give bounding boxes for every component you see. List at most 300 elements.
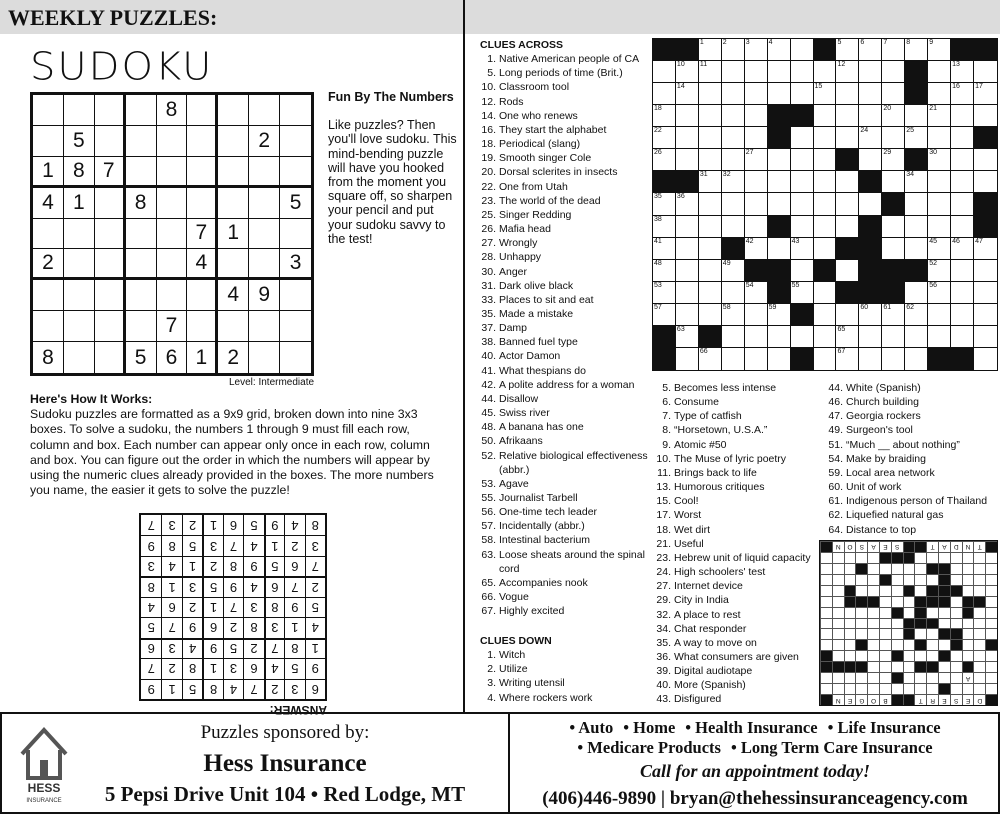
sudoku-cell[interactable] — [280, 219, 311, 250]
crossword-cell[interactable] — [653, 304, 676, 326]
crossword-cell[interactable] — [676, 61, 699, 83]
crossword-cell[interactable] — [676, 83, 699, 105]
crossword-cell[interactable] — [676, 348, 699, 370]
sudoku-cell[interactable] — [218, 95, 249, 126]
crossword-cell[interactable] — [653, 149, 676, 171]
crossword-cell[interactable] — [814, 61, 837, 83]
crossword-cell[interactable] — [722, 83, 745, 105]
sudoku-cell[interactable] — [95, 126, 126, 157]
mini-cell — [832, 639, 844, 650]
crossword-cell[interactable] — [768, 193, 791, 215]
sudoku-cell[interactable] — [64, 342, 95, 373]
clue-text: Damp — [499, 322, 528, 335]
crossword-cell[interactable] — [699, 238, 722, 260]
crossword-cell[interactable] — [791, 216, 814, 238]
crossword-cell[interactable] — [836, 348, 859, 370]
crossword-cell[interactable] — [928, 304, 951, 326]
crossword-cell[interactable] — [722, 348, 745, 370]
crossword-cell[interactable] — [791, 193, 814, 215]
crossword-cell[interactable] — [974, 282, 997, 304]
sudoku-cell[interactable]: 1 — [64, 188, 95, 219]
sudoku-cell[interactable] — [64, 249, 95, 280]
sudoku-cell[interactable] — [33, 311, 64, 342]
crossword-cell[interactable] — [928, 326, 951, 348]
crossword-cell[interactable] — [768, 39, 791, 61]
sudoku-cell[interactable]: 5 — [64, 126, 95, 157]
crossword-cell[interactable] — [974, 83, 997, 105]
sudoku-cell[interactable]: 8 — [64, 157, 95, 188]
crossword-cell[interactable] — [836, 260, 859, 282]
sudoku-cell[interactable] — [33, 126, 64, 157]
crossword-cell[interactable] — [836, 304, 859, 326]
crossword-cell[interactable] — [791, 326, 814, 348]
crossword-cell[interactable] — [699, 105, 722, 127]
crossword-cell[interactable] — [791, 282, 814, 304]
sudoku-cell[interactable]: 8 — [157, 95, 188, 126]
crossword-cell[interactable] — [768, 238, 791, 260]
mini-block — [903, 618, 915, 629]
sudoku-cell[interactable] — [95, 95, 126, 126]
sudoku-cell[interactable] — [280, 280, 311, 311]
crossword-cell[interactable] — [699, 83, 722, 105]
sudoku-cell[interactable] — [64, 95, 95, 126]
crossword-cell[interactable] — [699, 149, 722, 171]
crossword-cell[interactable] — [814, 216, 837, 238]
crossword-cell[interactable] — [699, 282, 722, 304]
sudoku-cell[interactable] — [187, 311, 218, 342]
crossword-cell[interactable] — [836, 105, 859, 127]
crossword-cell[interactable] — [859, 39, 882, 61]
mini-block — [950, 639, 962, 650]
crossword-cell[interactable] — [905, 238, 928, 260]
crossword-cell[interactable] — [745, 326, 768, 348]
crossword-cell[interactable] — [882, 348, 905, 370]
crossword-cell[interactable] — [745, 348, 768, 370]
crossword-cell[interactable] — [974, 304, 997, 326]
sudoku-grid[interactable] — [30, 92, 314, 376]
clue-number-label: 27 — [745, 149, 754, 157]
answer-cell: 9 — [202, 638, 222, 658]
crossword-cell[interactable] — [745, 282, 768, 304]
crossword-cell[interactable] — [653, 282, 676, 304]
crossword-cell[interactable] — [722, 61, 745, 83]
answer-cell: 1 — [182, 556, 202, 576]
sudoku-cell[interactable] — [126, 126, 157, 157]
crossword-cell[interactable] — [951, 326, 974, 348]
clue-number: 58. — [481, 534, 496, 547]
crossword-cell[interactable] — [951, 171, 974, 193]
crossword-cell[interactable] — [699, 61, 722, 83]
sudoku-cell[interactable] — [249, 311, 280, 342]
sudoku-cell[interactable] — [249, 157, 280, 188]
crossword-cell[interactable] — [951, 149, 974, 171]
crossword-cell[interactable] — [814, 348, 837, 370]
crossword-cell[interactable] — [653, 260, 676, 282]
crossword-cell[interactable] — [814, 127, 837, 149]
contact-info[interactable]: (406)446-9890 | bryan@thehessinsuranceagency.com — [542, 788, 968, 809]
crossword-grid[interactable] — [652, 38, 998, 371]
crossword-cell[interactable] — [745, 304, 768, 326]
crossword-cell[interactable] — [974, 171, 997, 193]
crossword-cell[interactable] — [722, 304, 745, 326]
mini-cell — [879, 650, 891, 661]
crossword-cell[interactable] — [882, 326, 905, 348]
crossword-cell[interactable] — [974, 326, 997, 348]
sudoku-cell[interactable] — [95, 188, 126, 219]
crossword-cell[interactable] — [836, 39, 859, 61]
sudoku-cell[interactable]: 7 — [95, 157, 126, 188]
crossword-cell[interactable] — [676, 149, 699, 171]
sudoku-cell[interactable] — [33, 95, 64, 126]
crossword-cell[interactable] — [653, 193, 676, 215]
crossword-cell[interactable] — [905, 282, 928, 304]
crossword-cell[interactable] — [859, 105, 882, 127]
sudoku-cell[interactable]: 2 — [249, 126, 280, 157]
crossword-cell[interactable] — [722, 105, 745, 127]
crossword-cell[interactable] — [859, 193, 882, 215]
crossword-cell[interactable] — [905, 171, 928, 193]
crossword-cell[interactable] — [859, 326, 882, 348]
crossword-cell[interactable] — [905, 326, 928, 348]
crossword-cell[interactable] — [676, 105, 699, 127]
house-icon — [14, 716, 74, 808]
crossword-cell[interactable] — [676, 282, 699, 304]
crossword-cell[interactable] — [676, 193, 699, 215]
crossword-cell[interactable] — [653, 83, 676, 105]
crossword-cell[interactable] — [676, 326, 699, 348]
sudoku-cell[interactable] — [33, 219, 64, 250]
crossword-cell[interactable] — [951, 105, 974, 127]
crossword-cell[interactable] — [882, 149, 905, 171]
crossword-cell[interactable] — [882, 216, 905, 238]
crossword-cell[interactable] — [722, 39, 745, 61]
crossword-cell[interactable] — [882, 39, 905, 61]
crossword-cell[interactable] — [928, 83, 951, 105]
services-block — [512, 718, 998, 810]
answer-cell: 5 — [141, 617, 161, 637]
crossword-cell[interactable] — [951, 193, 974, 215]
sudoku-cell[interactable]: 8 — [33, 342, 64, 373]
crossword-cell[interactable] — [882, 83, 905, 105]
crossword-cell[interactable] — [859, 127, 882, 149]
crossword-cell[interactable] — [745, 149, 768, 171]
crossword-cell[interactable] — [836, 61, 859, 83]
crossword-cell[interactable] — [791, 127, 814, 149]
sudoku-cell[interactable]: 4 — [187, 249, 218, 280]
crossword-cell[interactable] — [814, 83, 837, 105]
crossword-cell[interactable] — [974, 238, 997, 260]
sudoku-cell[interactable] — [249, 249, 280, 280]
crossword-cell[interactable] — [722, 326, 745, 348]
sudoku-cell[interactable] — [249, 95, 280, 126]
answer-cell: 8 — [202, 679, 222, 699]
sudoku-cell[interactable] — [126, 157, 157, 188]
sudoku-cell[interactable] — [249, 342, 280, 373]
crossword-cell[interactable] — [814, 304, 837, 326]
sudoku-cell[interactable] — [187, 188, 218, 219]
crossword-cell[interactable] — [745, 216, 768, 238]
crossword-cell[interactable] — [814, 193, 837, 215]
crossword-cell[interactable] — [951, 61, 974, 83]
sudoku-cell[interactable] — [126, 249, 157, 280]
sudoku-cell[interactable] — [218, 249, 249, 280]
crossword-cell[interactable] — [814, 171, 837, 193]
crossword-cell[interactable] — [882, 127, 905, 149]
crossword-cell[interactable] — [791, 83, 814, 105]
crossword-cell[interactable] — [814, 238, 837, 260]
crossword-cell[interactable] — [928, 282, 951, 304]
crossword-cell[interactable] — [905, 105, 928, 127]
sudoku-cell[interactable] — [126, 219, 157, 250]
crossword-cell[interactable] — [905, 127, 928, 149]
crossword-cell[interactable] — [745, 39, 768, 61]
sudoku-cell[interactable] — [126, 280, 157, 311]
crossword-cell[interactable] — [768, 83, 791, 105]
crossword-cell[interactable] — [745, 238, 768, 260]
crossword-cell[interactable] — [928, 105, 951, 127]
sudoku-cell[interactable] — [218, 157, 249, 188]
sudoku-cell[interactable] — [187, 280, 218, 311]
crossword-cell[interactable] — [951, 216, 974, 238]
crossword-cell[interactable] — [928, 193, 951, 215]
crossword-cell[interactable] — [882, 304, 905, 326]
crossword-cell[interactable] — [974, 149, 997, 171]
crossword-cell[interactable] — [745, 127, 768, 149]
sudoku-cell[interactable] — [64, 219, 95, 250]
crossword-cell[interactable] — [951, 127, 974, 149]
crossword-cell[interactable] — [882, 105, 905, 127]
clue-text: White (Spanish) — [846, 382, 921, 394]
sudoku-cell[interactable] — [126, 311, 157, 342]
sudoku-cell[interactable] — [95, 311, 126, 342]
sudoku-cell[interactable] — [157, 280, 188, 311]
crossword-cell[interactable] — [791, 260, 814, 282]
crossword-cell[interactable] — [882, 61, 905, 83]
crossword-cell[interactable] — [676, 127, 699, 149]
crossword-cell[interactable] — [768, 326, 791, 348]
crossword-cell[interactable] — [653, 127, 676, 149]
crossword-cell[interactable] — [676, 216, 699, 238]
crossword-cell[interactable] — [859, 304, 882, 326]
crossword-cell[interactable] — [768, 61, 791, 83]
sudoku-cell[interactable] — [95, 219, 126, 250]
crossword-cell[interactable] — [951, 260, 974, 282]
sudoku-cell[interactable] — [218, 311, 249, 342]
sudoku-cell[interactable] — [157, 249, 188, 280]
sudoku-cell[interactable]: 2 — [33, 249, 64, 280]
crossword-cell[interactable] — [791, 39, 814, 61]
crossword-cell[interactable] — [814, 149, 837, 171]
sudoku-cell[interactable]: 1 — [33, 157, 64, 188]
crossword-cell[interactable] — [905, 216, 928, 238]
crossword-cell[interactable] — [905, 348, 928, 370]
sudoku-cell[interactable] — [33, 280, 64, 311]
crossword-block — [836, 282, 859, 304]
sudoku-cell[interactable] — [126, 95, 157, 126]
crossword-cell[interactable] — [859, 149, 882, 171]
crossword-cell[interactable] — [928, 39, 951, 61]
crossword-cell[interactable] — [905, 39, 928, 61]
sudoku-cell[interactable] — [95, 280, 126, 311]
clue-item — [480, 66, 650, 80]
crossword-cell[interactable] — [676, 238, 699, 260]
crossword-cell[interactable] — [768, 304, 791, 326]
crossword-cell[interactable] — [836, 83, 859, 105]
crossword-cell[interactable] — [859, 83, 882, 105]
crossword-cell[interactable] — [814, 282, 837, 304]
crossword-cell[interactable] — [791, 61, 814, 83]
crossword-cell[interactable] — [699, 260, 722, 282]
crossword-cell[interactable] — [722, 216, 745, 238]
crossword-cell[interactable] — [928, 238, 951, 260]
sudoku-cell[interactable] — [249, 188, 280, 219]
sudoku-cell[interactable]: 7 — [157, 311, 188, 342]
sudoku-cell[interactable] — [280, 126, 311, 157]
sudoku-cell[interactable] — [218, 126, 249, 157]
crossword-cell[interactable] — [814, 326, 837, 348]
crossword-cell[interactable] — [951, 238, 974, 260]
crossword-cell[interactable] — [836, 193, 859, 215]
crossword-cell[interactable] — [699, 193, 722, 215]
clue-item — [480, 449, 650, 463]
clue-text: Singer Redding — [499, 208, 572, 221]
crossword-cell[interactable] — [859, 348, 882, 370]
sudoku-cell[interactable]: 1 — [218, 219, 249, 250]
crossword-cell[interactable] — [928, 149, 951, 171]
clue-number-label: 67 — [837, 347, 846, 355]
crossword-cell[interactable] — [928, 61, 951, 83]
sudoku-cell[interactable] — [280, 157, 311, 188]
crossword-cell[interactable] — [676, 304, 699, 326]
sudoku-cell[interactable] — [280, 95, 311, 126]
crossword-cell[interactable] — [653, 61, 676, 83]
clue-text: One-time tech leader — [499, 506, 598, 519]
crossword-cell[interactable] — [905, 193, 928, 215]
sudoku-cell[interactable]: 5 — [126, 342, 157, 373]
crossword-cell[interactable] — [722, 260, 745, 282]
crossword-cell[interactable] — [768, 171, 791, 193]
crossword-cell[interactable] — [653, 216, 676, 238]
sudoku-cell[interactable]: 6 — [157, 342, 188, 373]
crossword-cell[interactable] — [699, 304, 722, 326]
page-title: WEEKLY PUZZLES: — [8, 5, 218, 30]
sudoku-cell[interactable]: 9 — [249, 280, 280, 311]
crossword-cell[interactable] — [951, 304, 974, 326]
mini-cell — [962, 650, 974, 661]
crossword-cell[interactable] — [722, 193, 745, 215]
crossword-cell[interactable] — [699, 216, 722, 238]
clue-item — [480, 208, 650, 222]
crossword-cell[interactable] — [836, 127, 859, 149]
crossword-cell[interactable] — [722, 282, 745, 304]
crossword-cell[interactable] — [951, 83, 974, 105]
sudoku-cell[interactable] — [157, 157, 188, 188]
crossword-cell[interactable] — [882, 238, 905, 260]
crossword-cell[interactable] — [699, 127, 722, 149]
crossword-cell[interactable] — [699, 348, 722, 370]
crossword-cell[interactable] — [676, 260, 699, 282]
crossword-cell[interactable] — [928, 216, 951, 238]
crossword-cell[interactable] — [905, 304, 928, 326]
crossword-cell[interactable] — [836, 216, 859, 238]
sudoku-cell[interactable] — [157, 126, 188, 157]
sudoku-cell[interactable] — [280, 342, 311, 373]
sudoku-cell[interactable] — [64, 280, 95, 311]
crossword-cell[interactable] — [836, 171, 859, 193]
crossword-cell[interactable] — [882, 171, 905, 193]
crossword-cell[interactable] — [745, 61, 768, 83]
sudoku-cell[interactable] — [64, 311, 95, 342]
crossword-cell[interactable] — [791, 171, 814, 193]
sudoku-cell[interactable]: 1 — [187, 342, 218, 373]
crossword-cell[interactable] — [745, 193, 768, 215]
crossword-cell[interactable] — [974, 61, 997, 83]
crossword-cell[interactable] — [928, 171, 951, 193]
sudoku-cell[interactable]: 7 — [187, 219, 218, 250]
crossword-cell[interactable] — [653, 105, 676, 127]
sudoku-cell[interactable] — [218, 188, 249, 219]
crossword-cell[interactable] — [722, 171, 745, 193]
crossword-cell[interactable] — [928, 127, 951, 149]
clues-down-col1 — [480, 634, 650, 705]
crossword-cell[interactable] — [951, 282, 974, 304]
crossword-cell[interactable] — [745, 171, 768, 193]
crossword-cell[interactable] — [768, 348, 791, 370]
crossword-cell[interactable] — [791, 238, 814, 260]
crossword-cell[interactable] — [699, 171, 722, 193]
crossword-cell[interactable] — [836, 326, 859, 348]
sudoku-cell[interactable]: 3 — [280, 249, 311, 280]
sudoku-cell[interactable] — [249, 219, 280, 250]
crossword-cell[interactable] — [928, 260, 951, 282]
crossword-cell[interactable] — [768, 149, 791, 171]
crossword-block — [905, 61, 928, 83]
sudoku-cell[interactable] — [157, 188, 188, 219]
sudoku-cell[interactable] — [157, 219, 188, 250]
sudoku-cell[interactable] — [280, 311, 311, 342]
sudoku-cell[interactable]: 4 — [218, 280, 249, 311]
sudoku-cell[interactable]: 5 — [280, 188, 311, 219]
crossword-cell[interactable] — [745, 83, 768, 105]
mini-cell — [973, 574, 985, 585]
crossword-cell[interactable] — [974, 348, 997, 370]
sudoku-cell[interactable] — [187, 126, 218, 157]
crossword-cell[interactable] — [814, 105, 837, 127]
sudoku-cell[interactable]: 8 — [126, 188, 157, 219]
sudoku-cell[interactable] — [187, 157, 218, 188]
sudoku-cell[interactable]: 2 — [218, 342, 249, 373]
mini-block — [938, 563, 950, 574]
crossword-cell[interactable] — [974, 105, 997, 127]
crossword-cell[interactable] — [791, 149, 814, 171]
crossword-cell[interactable] — [722, 149, 745, 171]
sudoku-cell[interactable] — [95, 342, 126, 373]
mini-cell — [903, 661, 915, 672]
crossword-cell[interactable] — [974, 260, 997, 282]
crossword-cell[interactable] — [859, 61, 882, 83]
clue-item — [480, 406, 650, 420]
clue-number: 34. — [656, 622, 671, 635]
sudoku-cell[interactable]: 4 — [33, 188, 64, 219]
mini-cell — [985, 672, 997, 683]
crossword-cell[interactable] — [745, 105, 768, 127]
crossword-cell[interactable] — [722, 127, 745, 149]
sudoku-cell[interactable] — [187, 95, 218, 126]
sudoku-cell[interactable] — [95, 249, 126, 280]
crossword-cell[interactable] — [699, 39, 722, 61]
crossword-cell[interactable] — [653, 238, 676, 260]
clue-item — [480, 293, 650, 307]
